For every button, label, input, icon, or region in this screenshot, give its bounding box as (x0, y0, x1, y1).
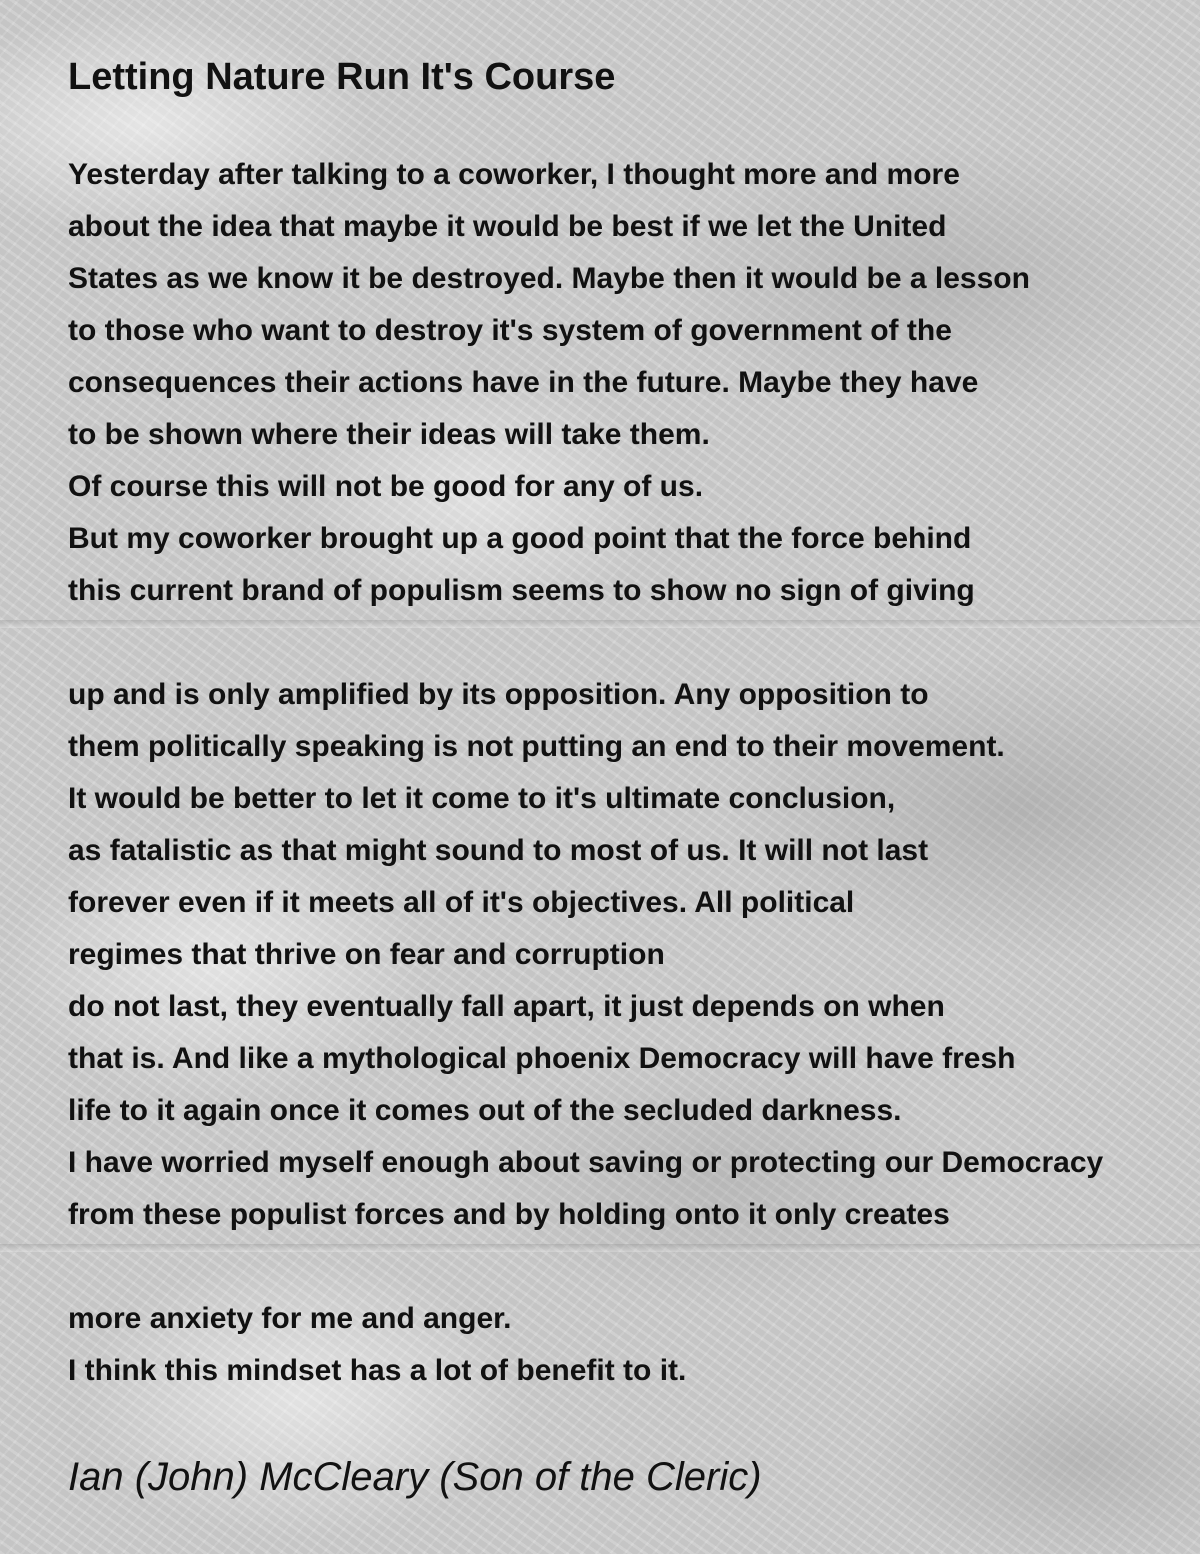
poem-line: from these populist forces and by holding onto it only creates (68, 1198, 950, 1231)
poem-line: up and is only amplified by its opposition. Any opposition to (68, 678, 929, 711)
stanza-1 (68, 149, 1030, 617)
poem-line: as fatalistic as that might sound to most of us. It will not last (68, 834, 929, 867)
poem-line: I have worried myself enough about saving or protecting our Democracy (68, 1146, 1104, 1179)
poem-line: forever even if it meets all of it's objectives. All political (68, 886, 855, 919)
poem-line: them politically speaking is not putting an end to their movement. (68, 730, 1005, 763)
poem-line: regimes that thrive on fear and corruption (68, 938, 665, 971)
background-seam (0, 1244, 1200, 1252)
poem-line: this current brand of populism seems to show no sign of giving (68, 574, 975, 607)
poem-title: Letting Nature Run It's Course (68, 56, 616, 98)
poem-line: consequences their actions have in the future. Maybe they have (68, 366, 979, 399)
poem-line: more anxiety for me and anger. (68, 1302, 512, 1335)
poem-line: But my coworker brought up a good point that the force behind (68, 522, 972, 555)
stanza-3 (68, 1293, 686, 1397)
poem-line: It would be better to let it come to it's ultimate conclusion, (68, 782, 896, 815)
poem-author: Ian (John) McCleary (Son of the Cleric) (68, 1455, 762, 1499)
stanza-2 (68, 669, 1103, 1241)
poem-line: I think this mindset has a lot of benefit to it. (68, 1354, 687, 1387)
poem-line: to be shown where their ideas will take them. (68, 418, 710, 451)
poem-line: Yesterday after talking to a coworker, I thought more and more (68, 158, 960, 191)
poem-line: life to it again once it comes out of the secluded darkness. (68, 1094, 902, 1127)
background-seam (0, 620, 1200, 628)
poem-line: States as we know it be destroyed. Maybe then it would be a lesson (68, 262, 1030, 295)
poem-line: that is. And like a mythological phoenix Democracy will have fresh (68, 1042, 1016, 1075)
poem-line: to those who want to destroy it's system of government of the (68, 314, 952, 347)
poem-line: about the idea that maybe it would be best if we let the United (68, 210, 947, 243)
poem-line: do not last, they eventually fall apart, it just depends on when (68, 990, 945, 1023)
poem-line: Of course this will not be good for any of us. (68, 470, 704, 503)
